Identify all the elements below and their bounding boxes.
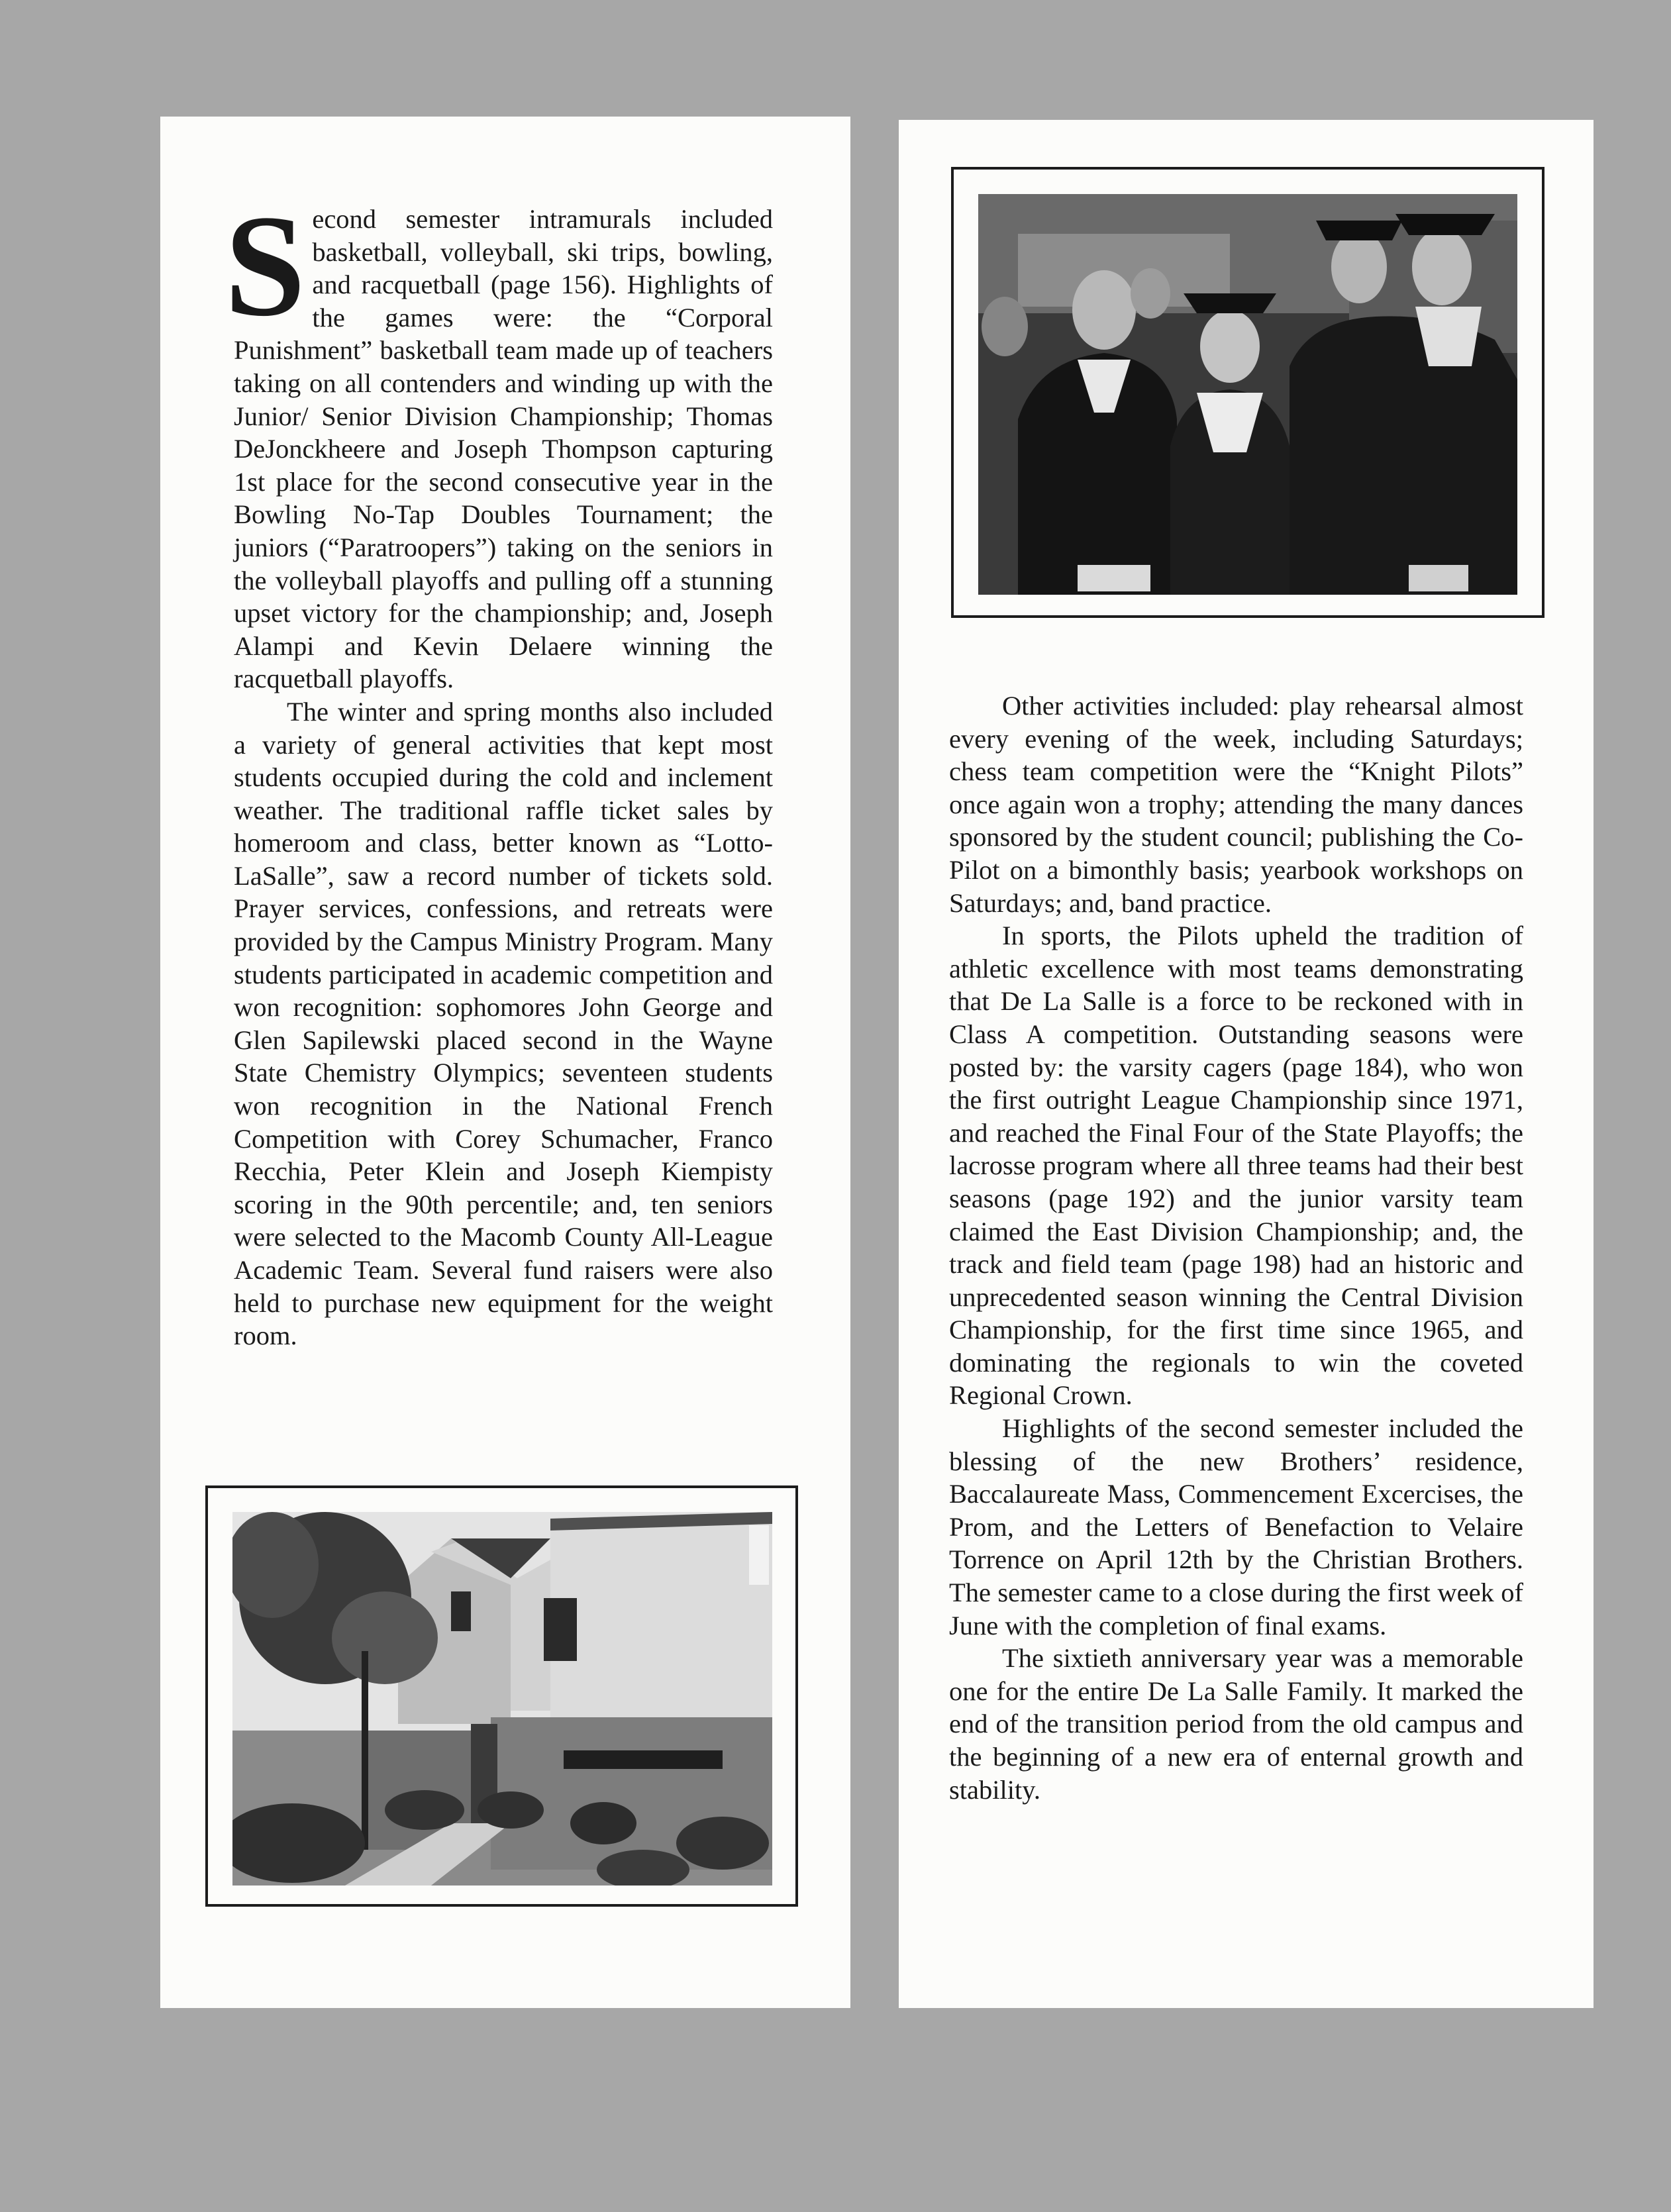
intramurals-text: econd semester intramurals included basketball, volleyball, ski trips, bowling, and racquetball (page 156). Highlights of the games were: the “Corporal Punishment” basketball team made up of teachers taking on all contenders and winding up with the Junior/ Senior Division Championship; Thomas DeJonckheere and Joseph Thompson capturing 1st place for the second consecutive year in the Bowling No-Tap Doubles Tournament; the juniors (“Paratroopers”) taking on the seniors in the volleyball playoffs and pulling off a stunning upset victory for the championship; and, Joseph Alampi and Kevin Delaere winning the racquetball playoffs. [234,204,773,694]
highlights-paragraph: Highlights of the second semester included the blessing of the new Brothers’ residence, Baccalaureate Mass, Commencement Excercises, the Prom, and the Letters of Benefaction to Velaire Torrence on April 12th by the Christian Brothers. The semester came to a close during the first week of June with the completion of final exams. [949,1413,1523,1640]
right-page [899,120,1594,2008]
left-page [160,117,850,2008]
sports-paragraph: In sports, the Pilots upheld the tradition of athletic excellence with most teams demonstrating that De La Salle is a force to be reckoned with in Class A competition. Outstanding seasons were posted by: the varsity cagers (page 184), who won the first outright League Championship since 1971, and reached the Final Four of the State Playoffs; the lacrosse program where all three teams had their best seasons (page 192) and the junior varsity team claimed the East Division Championship; and, the track and field team (page 198) had an historic and unprecedented season winning the Central Division Championship, for the first time since 1965, and dominating the regionals to win the coveted Regional Crown. [949,921,1523,1411]
graduation-photo-frame [951,167,1544,618]
drop-cap: S [225,185,306,346]
graduation-photo [978,194,1517,595]
left-text-column [225,185,773,1352]
brothers-residence-photo [232,1512,772,1885]
winter-activities-paragraph: The winter and spring months also included a variety of general activities that kept most students occupied during the cold and inclement weather. The traditional raffle ticket sales by homeroom and class, better known as “Lotto-LaSalle”, saw a record number of tickets sold. Prayer services, confessions, and retreats were provided by the Campus Ministry Program. Many students participated in academic competition and won recognition: sophomores John George and Glen Sapilewski placed second in the Wayne State Chemistry Olympics; seventeen students won recognition in the National French Competition with Corey Schumacher, Franco Recchia, Peter Klein and Joseph Kiempisty scoring in the 90th percentile; and, ten seniors were selected to the Macomb County All-League Academic Team. Several fund raisers were also held to purchase new equipment for the weight room. [234,696,773,1351]
anniversary-paragraph: The sixtieth anniversary year was a memorable one for the entire De La Salle Family. It marked the end of the transition period from the old campus and the beginning of a new era of enternal growth and stability. [949,1643,1523,1805]
intramurals-paragraph [225,185,773,695]
right-text-column [949,689,1523,1806]
building-photo-frame [205,1485,798,1907]
other-activities-paragraph: Other activities included: play rehearsal almost every evening of the week, including Saturdays; chess team competition were the “Knight Pilots” once again won a trophy; attending the many dances sponsored by the student council; publishing the Co-Pilot on a bimonthly basis; yearbook workshops on Saturdays; and, band practice. [949,691,1523,918]
